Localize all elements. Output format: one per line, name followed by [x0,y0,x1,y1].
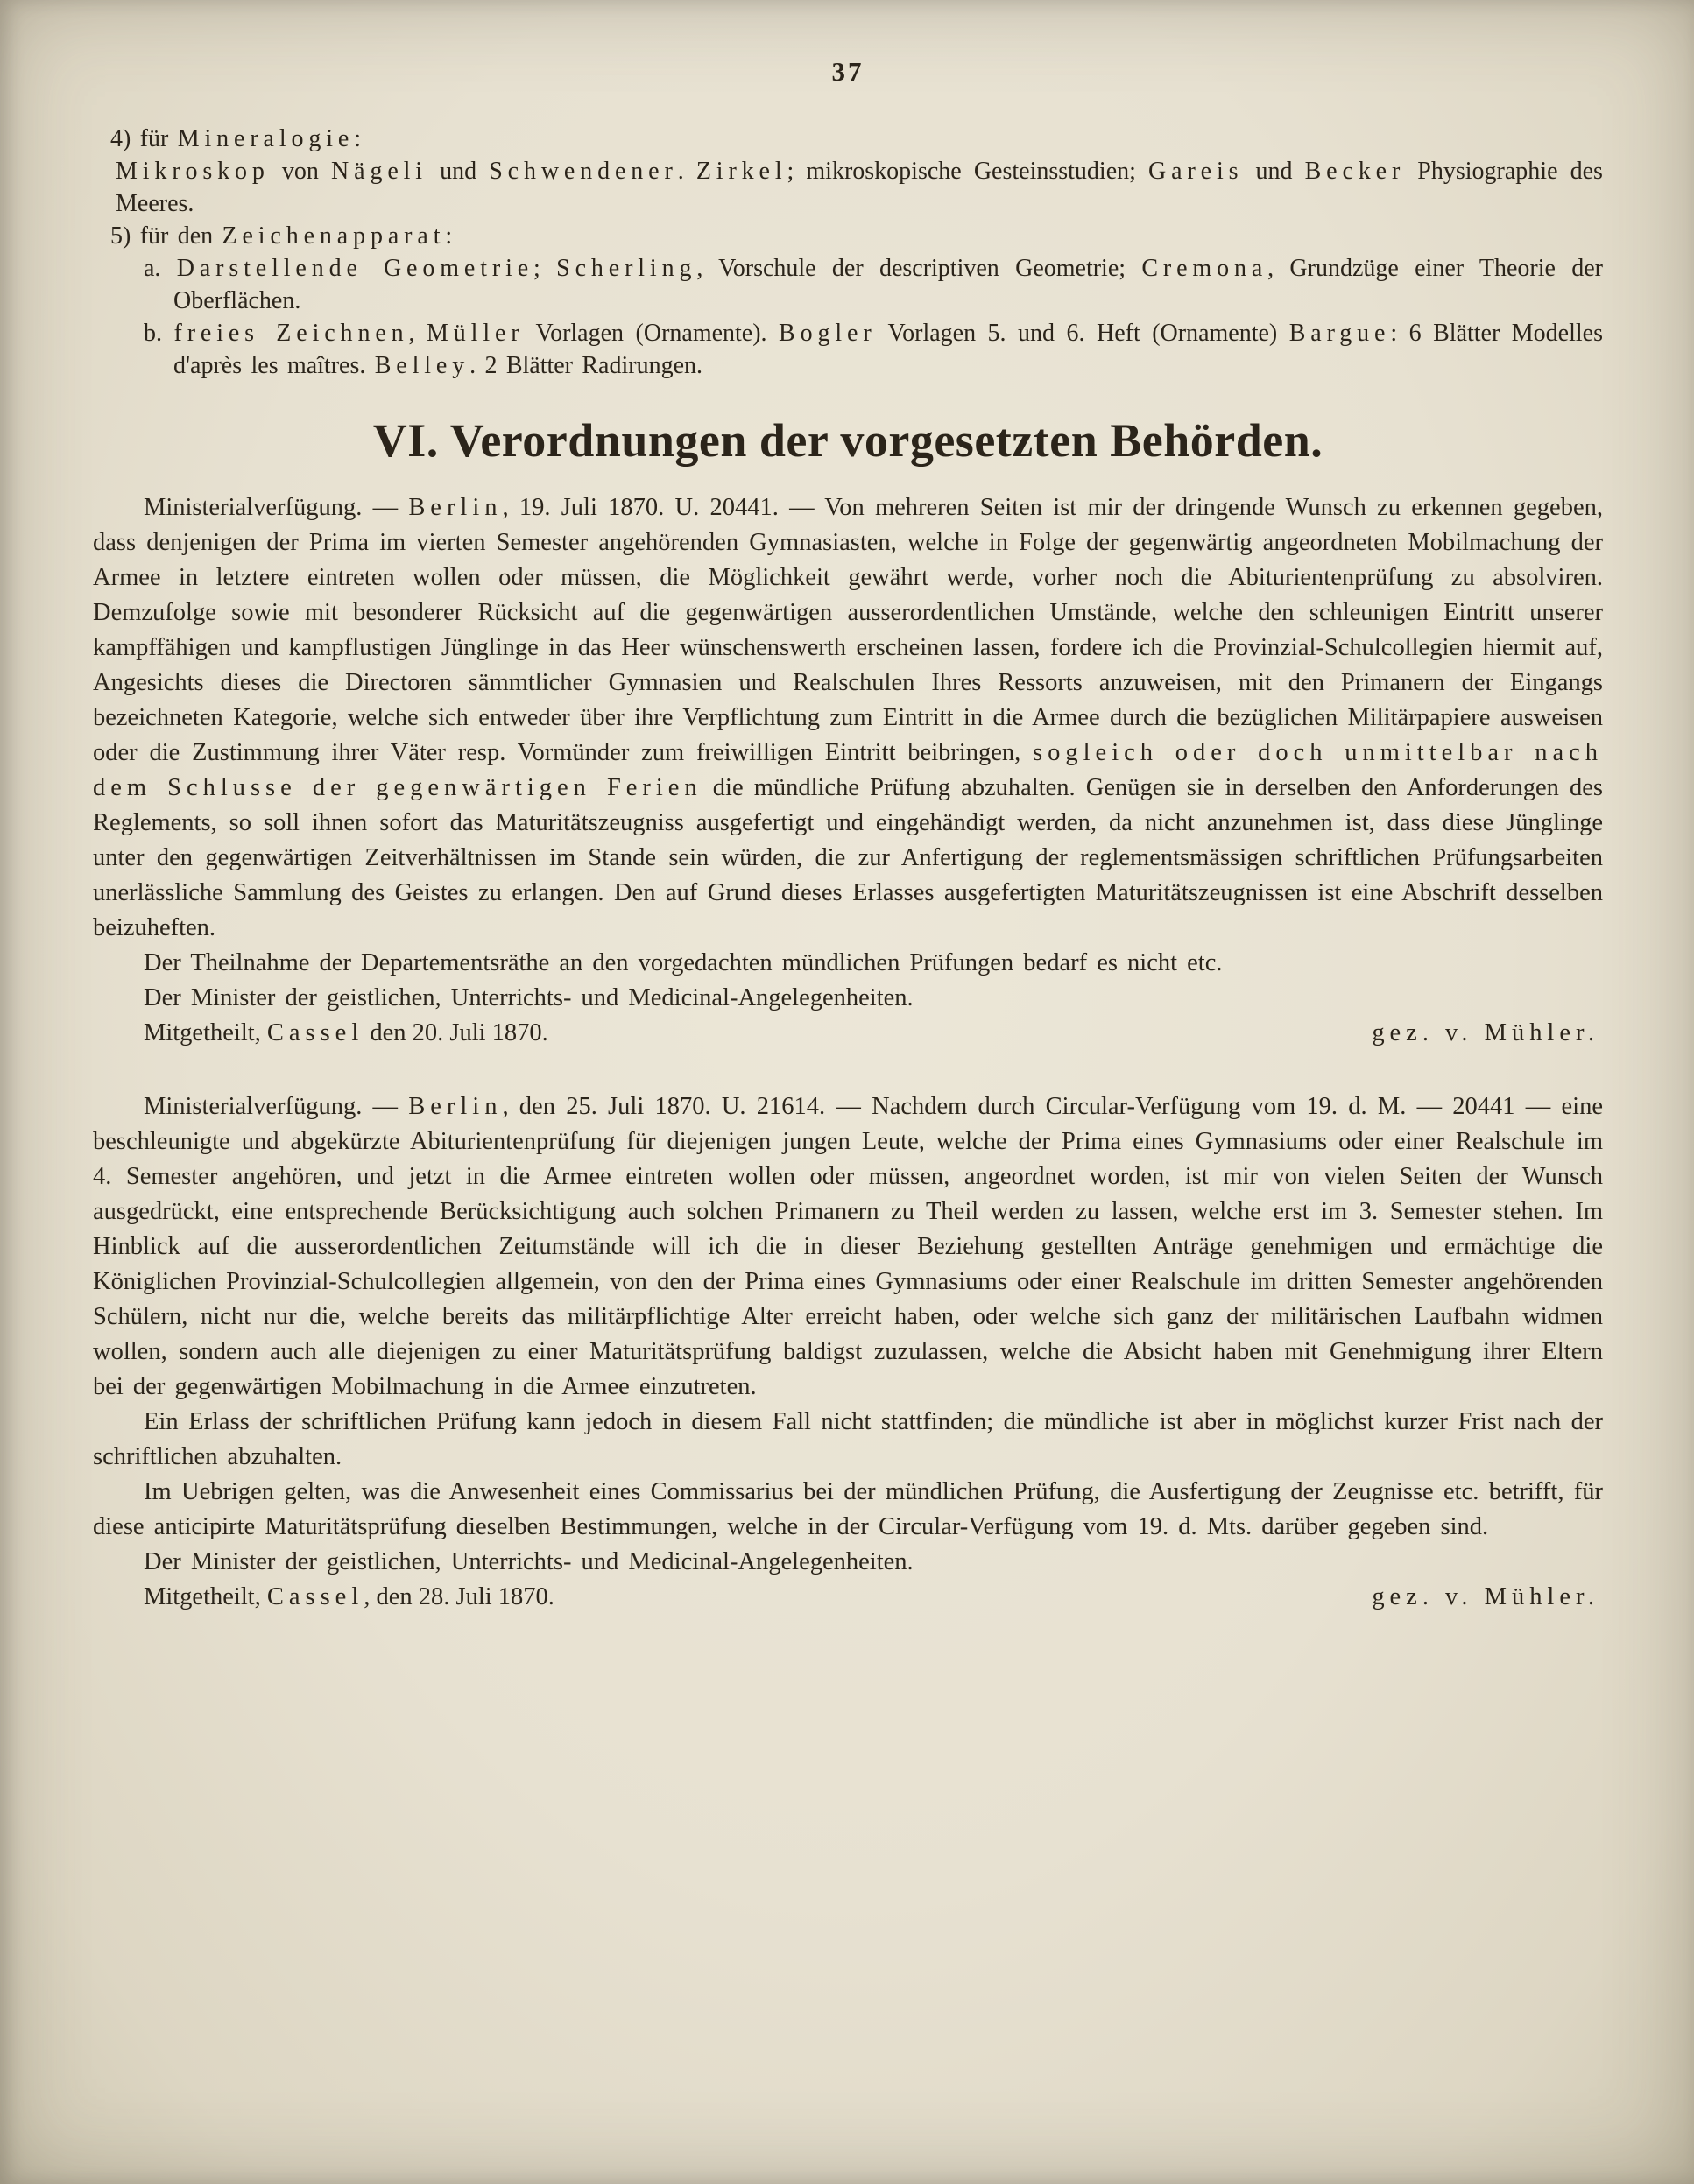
emphasized-text: Cremona [1141,255,1268,282]
text-segment: . 2 Blätter Radirungen. [469,352,703,379]
decree-2-paragraph-3: Im Uebrigen gelten, was die Anwesenheit eines Commissarius bei der mündlichen Prüfung, die Ausfertigung der Zeugnisse etc. betrifft, für diese anticipirte Maturitätsprüfung dieselben Bestimmungen, welche in der Circular-Verfügung vom 19. d. Mts. darüber gegeben sind. [93,1478,1603,1540]
emphasized-text: Müller [427,320,525,347]
emphasized-text: Nägeli [331,158,427,185]
text-segment: , den 28. Juli 1870. [364,1583,554,1610]
text-segment: : [354,125,362,152]
text-segment: , Vorschule der descriptiven Geometrie; [696,255,1142,282]
text-segment: Ministerialverfügung. — [144,1093,409,1120]
decree-2-text [93,1089,1603,1405]
signature: gez. v. Mühler. [1372,1583,1599,1610]
text-segment: , den 25. Juli 1870. U. 21614. — Nachdem durch Circular-Verfügung vom 19. d. M. — 20441 — eine beschleunigte und abgekürzte Abiturientenprüfung für diejenigen jungen Leute, welche der Prima eines Gymnasiums oder einer Realschule im 4. Semester angehören, und jetzt in die Armee eintreten wollen oder müssen, angeordnet worden, ist mir von vielen Seiten der Wunsch ausgedrückt, eine entsprechende Berücksichtigung auch solchen Primanern zu Theil werden zu lassen, welche erst im 3. Semester stehen. Im Hinblick auf die ausserordentlichen Zeitumstände will ich die in dieser Beziehung gestellten Anträge genehmigen und ermächtige die Königlichen Provinzial-Schulcollegien allgemein, von den der Prima eines Gymnasiums oder einer Realschule im dritten Semester angehörenden Schülern, nicht nur die, welche bereits das militärpflichtige Alter erreicht haben, oder welche sich ganz der militärischen Laufbahn widmen wollen, sondern auch alle diejenigen zu einer Maturitätsprüfung baldigst zuzulassen, welche die Absicht haben mit Genehmigung ihrer Eltern bei der gegenwärtigen Mobilmachung in die Armee einzutreten. [93,1093,1603,1400]
text-segment: 5) für den [110,222,222,250]
text-segment: ; mikroskopische Gesteinsstudien; [787,158,1149,185]
text-segment: . [677,158,696,185]
list-item-4-body [116,155,1603,220]
decree-1-minister-line: Der Minister der geistlichen, Unterrichts- und Medicinal-Angelegenheiten. [144,984,914,1011]
emphasized-text: Berlin [408,494,503,521]
emphasized-text: Schwendener [489,158,678,185]
list-item-4-heading [110,123,1603,155]
text-segment: b. [144,320,174,347]
transmittal-text [93,1580,554,1615]
text-segment: : 6 Blätter Modelles d'après les maîtres. [173,320,1603,379]
text-segment: 4) für [110,125,178,152]
text-segment: , 19. Juli 1870. U. 20441. — Von mehreren Seiten ist mir der dringende Wunsch zu erkennen gegeben, dass denjenigen der Prima im vierten Semester angehörenden Gymnasiasten, welche in Folge der gegenwärtig angeordneten Mobilmachung der Armee in letztere eintreten wollen oder müssen, die Möglichkeit gewährt werde, vorher noch die Abiturientenprüfung zu absolviren. Demzufolge sowie mit besonderer Rücksicht auf die gegenwärtigen ausserordentlichen Umstände, welche den schleunigen Eintritt unserer kampffähigen und kampflustigen Jünglinge in das Heer wünschenswerth erscheinen lassen, fordere ich die Provinzial-Schulcollegien hiermit auf, Angesichts dieses die Directoren sämmtlicher Gymnasien und Realschulen Ihres Ressorts anzuweisen, mit den Primanern der Eingangs bezeichneten Kategorie, welche sich entweder über ihre Verpflichtung zum Eintritt in die Armee durch die bezüglichen Militärpapiere ausweisen oder die Zustimmung ihrer Väter resp. Vormünder zum freiwilligen Eintritt beibringen, [93,494,1603,766]
section-heading: VI. Verordnungen der vorgesetzten Behörden. [372,414,1323,467]
page-number: 37 [831,56,865,87]
emphasized-text: freies Zeichnen [173,320,409,347]
decree-1-transmittal-line [93,1016,1603,1051]
emphasized-text: sogleich oder doch unmittelbar nach dem Schlusse der gegenwärtigen Ferien [93,739,1603,801]
emphasized-text: Scherling [556,255,697,282]
equipment-list [93,123,1603,382]
emphasized-text: Bogler [779,320,877,347]
text-segment: Physiographie des Meeres. [116,158,1603,217]
text-segment: von [269,158,332,185]
emphasized-text: Zeichenapparat [222,222,446,250]
text-segment: Mitgetheilt, [144,1583,267,1610]
decree-2-transmittal-line [93,1580,1603,1615]
text-segment: Ministerialverfügung. — [144,494,409,521]
emphasized-text: Bargue [1288,320,1391,347]
decree-1-text [93,490,1603,946]
emphasized-text: Zirkel [695,158,787,185]
emphasized-text: Cassel [266,1583,364,1610]
emphasized-text: Cassel [266,1019,364,1046]
text-segment: und [1243,158,1305,185]
text-segment: den 20. Juli 1870. [364,1019,548,1046]
list-item-5-heading [110,220,1603,252]
emphasized-text: Becker [1304,158,1406,185]
decree-2 [93,1089,1603,1615]
decree-1-note: Der Theilnahme der Departementsräthe an den vorgedachten mündlichen Prüfungen bedarf es nicht etc. [144,949,1223,976]
emphasized-text: Berlin [408,1093,503,1120]
page-content [93,0,1603,1615]
decree-1 [93,490,1603,1051]
text-segment: Mitgetheilt, [144,1019,267,1046]
list-item-5b [93,317,1603,382]
emphasized-text: Darstellende Geometrie [176,255,534,282]
text-segment: , Grundzüge einer Theorie der Oberflächen. [173,255,1603,314]
decree-2-minister-line: Der Minister der geistlichen, Unterrichts- und Medicinal-Angelegenheiten. [144,1548,914,1575]
emphasized-text: Gareis [1148,158,1244,185]
text-segment: die mündliche Prüfung abzuhalten. Genügen sie in derselben den Anforderungen des Reglements, so soll ihnen sofort das Maturitätszeugniss ausgefertigt und eingehändigt werden, da nicht anzunehmen ist, dass diese Jünglinge unter den gegenwärtigen Zeitverhältnissen im Stande sein würden, die zur Anfertigung der reglementsmässigen schriftlichen Prüfungsarbeiten unerlässliche Sammlung des Geistes zu erlangen. Den auf Grund dieses Erlasses ausgefertigten Maturitätszeugnissen ist eine Abschrift desselben beizuheften. [93,774,1603,941]
transmittal-text [93,1016,548,1051]
decree-2-paragraph-2: Ein Erlass der schriftlichen Prüfung kann jedoch in diesem Fall nicht stattfinden; die mündliche ist aber in möglichst kurzer Frist nach der schriftlichen abzuhalten. [93,1408,1603,1470]
text-segment: Vorlagen (Ornamente). [524,320,780,347]
text-segment: a. [144,255,177,282]
text-segment: Vorlagen 5. und 6. Heft (Ornamente) [876,320,1289,347]
emphasized-text: Mineralogie [177,125,355,152]
signature: gez. v. Mühler. [1372,1019,1599,1046]
emphasized-text: Mikroskop [116,158,270,185]
list-item-5a [93,252,1603,317]
text-segment: : [445,222,453,250]
emphasized-text: Belley [374,352,470,379]
text-segment: ; [533,255,557,282]
text-segment: , [408,320,427,347]
text-segment: und [427,158,490,185]
